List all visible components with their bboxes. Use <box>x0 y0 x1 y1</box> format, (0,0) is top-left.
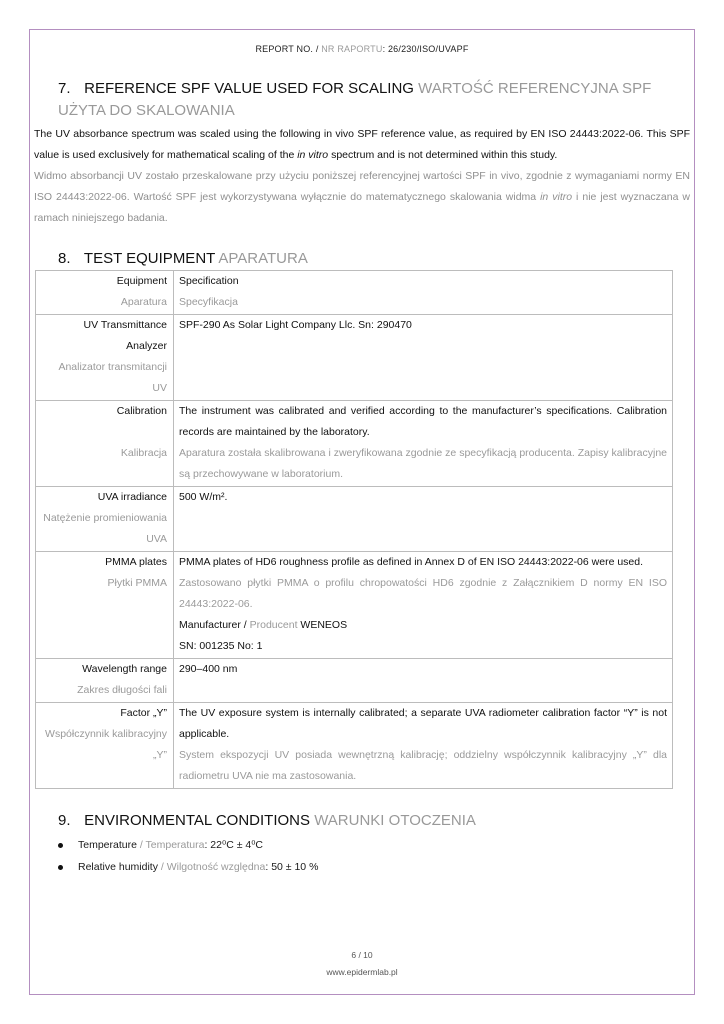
table-header-equipment: Equipment Aparatura <box>36 271 174 315</box>
section-8-title-pl: APARATURA <box>218 250 308 267</box>
row-specification: The instrument was calibrated and verified according to the manufacturer’s specifications. Calibration records are maintained by the laboratory. Aparatura została skalibrowana i zweryfikowana zgodnie ze specyfikacją producenta. Zapisy kalibracyjne są przechowywane w laboratorium. <box>174 401 673 487</box>
section-8-number: 8. <box>58 250 71 267</box>
table-header-row <box>36 271 673 315</box>
table-row <box>36 487 673 552</box>
list-item: Relative humidity / Wilgotność względna: 50 ± 10 % <box>58 856 318 878</box>
table-row <box>36 552 673 659</box>
section-7-number: 7. <box>58 80 71 97</box>
section-9-number: 9. <box>58 812 71 829</box>
page-number: 6 / 10 <box>351 950 373 960</box>
bullet-icon <box>58 865 63 870</box>
row-label: Wavelength range Zakres długości fali <box>36 659 174 703</box>
row-label: PMMA plates Płytki PMMA <box>36 552 174 659</box>
environmental-conditions-list <box>58 834 318 878</box>
section-7-title-en: REFERENCE SPF VALUE USED FOR SCALING <box>84 80 414 97</box>
manufacturer-line: Manufacturer / Producent WENEOS <box>179 619 348 631</box>
row-specification: 500 W/m². <box>174 487 673 552</box>
section-8-title-en: TEST EQUIPMENT <box>83 250 216 267</box>
report-number-header <box>0 44 724 54</box>
row-specification: PMMA plates of HD6 roughness profile as defined in Annex D of EN ISO 24443:2022-06 were used. Zastosowano płytki PMMA o profilu chropowatości HD6 zgodnie z Załącznikiem D normy EN ISO 24443:2022-06. Manufacturer / Producent WENEOS SN: 001235 No: 1 <box>174 552 673 659</box>
table-row <box>36 703 673 789</box>
row-specification: 290–400 nm <box>174 659 673 703</box>
row-label: Calibration Kalibracja <box>36 401 174 487</box>
table-row <box>36 315 673 401</box>
row-label: UV Transmittance Analyzer Analizator transmitancji UV <box>36 315 174 401</box>
row-label: Factor „Y” Współczynnik kalibracyjny „Y” <box>36 703 174 789</box>
list-item: Temperature / Temperatura: 22⁰C ± 4⁰C <box>58 834 318 856</box>
table-header-specification: Specification Specyfikacja <box>174 271 673 315</box>
row-specification: SPF-290 As Solar Light Company Llc. Sn: 290470 <box>174 315 673 401</box>
bullet-icon <box>58 843 63 848</box>
section-7-heading <box>58 78 678 122</box>
equipment-table <box>35 270 673 789</box>
table-row <box>36 659 673 703</box>
table-row <box>36 401 673 487</box>
header-report-number: : 26/230/ISO/UVAPF <box>382 44 469 54</box>
serial-number: SN: 001235 No: 1 <box>179 640 263 652</box>
footer-website: www.epidermlab.pl <box>326 967 398 977</box>
header-label-en: REPORT NO. / <box>255 44 322 54</box>
section-9-heading <box>58 810 476 832</box>
section-7-title-pl: WARTOŚĆ REFERENCYJNA SPF UŻYTA DO SKALOWANIA <box>58 80 652 119</box>
section-9-title-pl: WARUNKI OTOCZENIA <box>314 812 476 829</box>
row-specification: The UV exposure system is internally calibrated; a separate UVA radiometer calibration factor “Y” is not applicable. System ekspozycji UV posiada wewnętrzną kalibrację; oddzielny współczynnik kalibracyjny „Y” dla radiometru UVA nie ma zastosowania. <box>174 703 673 789</box>
section-9-title-en: ENVIRONMENTAL CONDITIONS <box>84 812 311 829</box>
row-label: UVA irradiance Natężenie promieniowania UVA <box>36 487 174 552</box>
section-7-text-pl: Widmo absorbancji UV zostało przeskalowane przy użyciu poniższej referencyjnej wartości SPF in vivo, zgodnie z wymaganiami normy EN ISO 24443:2022-06. Wartość SPF jest wykorzystywana wyłącznie do matematycznego skalowania widma in vitro i nie jest wyznaczana w ramach niniejszego badania. <box>34 170 690 224</box>
header-label-pl: NR RAPORTU <box>321 44 383 54</box>
section-7-text-en: The UV absorbance spectrum was scaled using the following in vivo SPF reference value, as required by EN ISO 24443:2022-06. This SPF value is used exclusively for mathematical scaling of the in vitro spectrum and is not determined within this study. <box>34 128 690 161</box>
section-8-heading <box>58 248 308 270</box>
